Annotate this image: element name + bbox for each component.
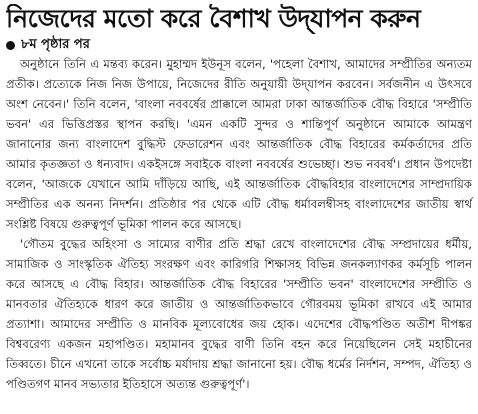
paragraph-2: 'গৌতম বুদ্ধের অহিংসা ও সাম্যের বাণীর প্রতি শ্রদ্ধা রেখে বাংলাদেশের বৌদ্ধ সম্প্রদায়ের ধর্মীয়, সামাজিক ও সাংস্কৃতিক ঐতিহ্য সংরক্ষণ এবং কারিগরি শিক্ষাসহ বিভিন্ন জনকল্যাণকর কর্মসূচি পালন করে আসছে এ বৌদ্ধ বিহার। আন্তর্জাতিক বৌদ্ধ বিহারের 'সম্প্রীতি ভবন' বাংলাদেশের সম্প্রীতি ও মানবতার ঐতিহ্যকে ধারণ করে জাতীয় ও আন্তর্জাতিকভাবে গৌরবময় ভূমিকা রাখবে এই আমার প্রত্যাশা। আমাদের সম্প্রীতি ও মানবিক মূল্যবোধের জয় হোক। এদেশের বৌদ্ধপণ্ডিত অতীশ দীপঙ্কর বিশ্ববরেণ্য একজন মহাপণ্ডিত। মহামানব বুদ্ধের বাণী তিনি বহন করে নিয়েছিলেন সেই মহাচীনের তিব্বতে। চীনে এখনো তাকে সর্বোচ্চ মর্যাদায় শ্রদ্ধা জানানো হয়। বৌদ্ধ ধর্মের নির্দশন, সম্পদ, ঐতিহ্য ও পণ্ডিতগণ মানব সভ্যতার ইতিহাসে অত্যন্ত গুরুত্বপূর্ণ'। — [6, 237, 472, 391]
jump-label: ৮ম পৃষ্ঠার পর — [21, 37, 90, 52]
paragraph-1: অনুষ্ঠানে তিনি এ মন্তব্য করেন। মুহাম্মদ ইউনূস বলেন, 'পহেলা বৈশাখ, আমাদের সম্প্রীতির অন্যতম প্রতীক। প্রত্যেকে নিজ নিজ উপায়ে, নিজেদের রীতি অনুযায়ী উদ্‌যাপন করবেন। সর্বজনীন এ উৎসবে অংশ নেবেন।' তিনি বলেন, 'বাংলা নববর্ষের প্রাক্কালে আমরা ঢাকা আন্তর্জাতিক বৌদ্ধ বিহারে 'সম্প্রীতি ভবন' এর ভিত্তিপ্রস্তর স্থাপন করছি। 'এমন একটি সুন্দর ও শান্তিপূর্ণ অনুষ্ঠানে আমাকে আমন্ত্রণ জানানোর জন্য বাংলাদেশ বুদ্ধিস্ট ফেডারেশন এবং আন্তর্জাতিক বৌদ্ধ বিহারের কর্মকর্তাদের প্রতি আমার কৃতজ্ঞতা ও ধন্যবাদ। একইসঙ্গে সবাইকে বাংলা নববর্ষের শুভেচ্ছা। শুভ নববর্ষ'। প্রধান উপদেষ্টা বলেন, 'আজকে যেখানে আমি দাঁড়িয়ে আছি, এই আন্তর্জাতিক বৌদ্ধবিহার বাংলাদেশের সাম্প্রদায়িক সম্প্রীতির এক অনন্য নিদর্শন। প্রতিষ্ঠার পর থেকে এটি বৌদ্ধ ধর্মাবলম্বীসহ বাংলাদেশের জাতীয় স্বার্থ সংশ্লিষ্ট বিষয়ে গুরুত্বপূর্ণ ভূমিকা পালন করে আসছে। — [6, 57, 472, 231]
headline: নিজেদের মতো করে বৈশাখ উদ্‌যাপন করুন — [6, 4, 421, 33]
bullet-icon — [6, 41, 15, 50]
article-body — [6, 54, 472, 394]
continued-from-page-marker — [6, 37, 472, 53]
